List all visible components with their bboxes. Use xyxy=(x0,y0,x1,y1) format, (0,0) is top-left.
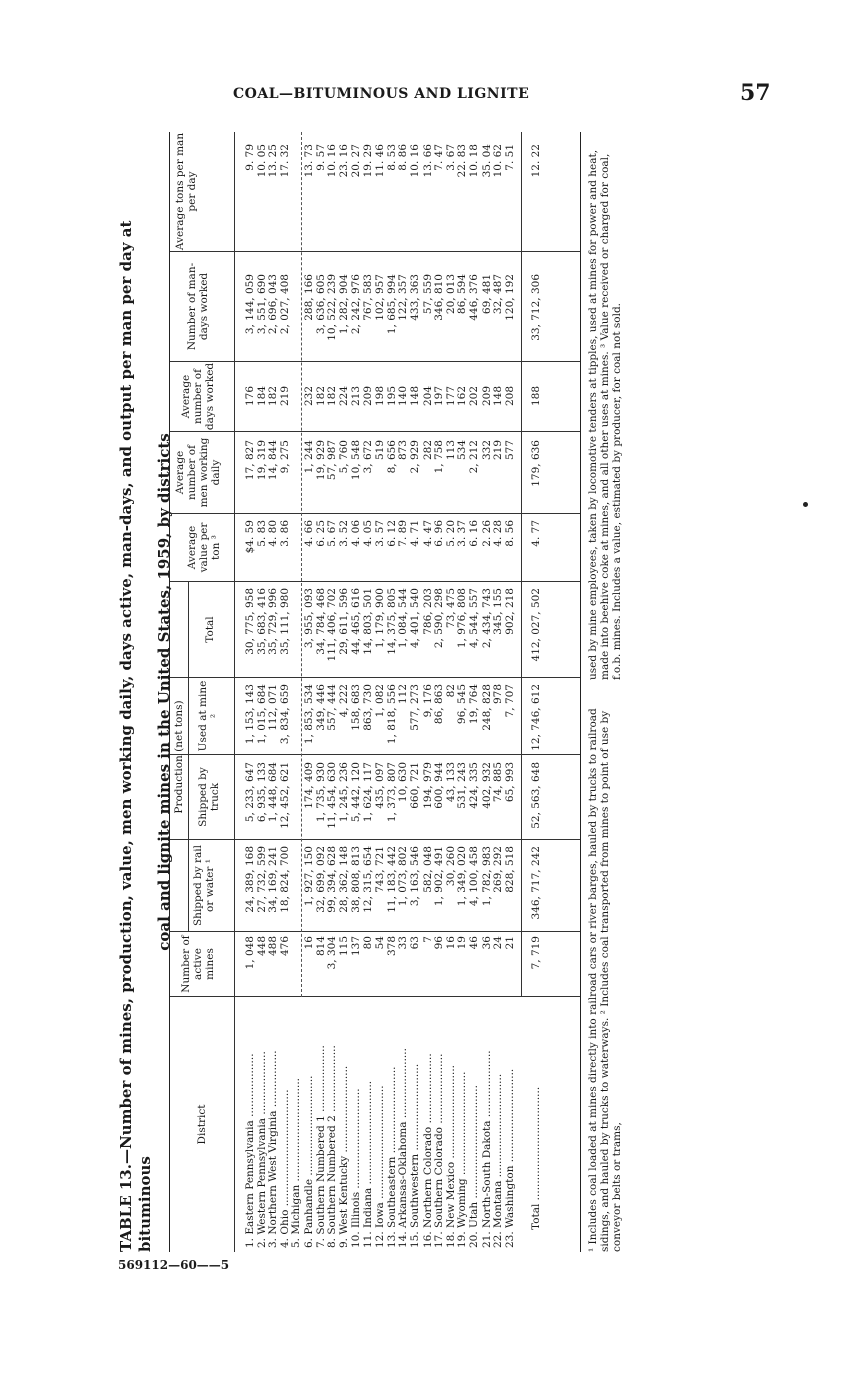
header-days: Average number of days worked xyxy=(180,362,216,431)
cell-tpm: 35. 04 xyxy=(480,144,493,178)
cell-tpm: 10. 16 xyxy=(408,144,421,178)
cell-men: 3, 672 xyxy=(362,440,375,474)
cell-v: 4. 80 xyxy=(267,520,280,547)
cell-u: 158, 683 xyxy=(349,684,362,731)
cell-r: 269, 292 xyxy=(492,846,505,893)
cell-tpm: 8. 86 xyxy=(397,144,410,171)
cell-men: 179, 636 xyxy=(529,440,542,487)
cell-tot: 111, 406, 702 xyxy=(326,588,339,662)
cell-u: 82 xyxy=(444,684,457,698)
cell-days: 232 xyxy=(303,386,316,407)
district-name: 19. Wyoming ............................... xyxy=(456,1071,469,1248)
cell-md: 86, 594 xyxy=(456,274,469,315)
cell-days: 204 xyxy=(421,386,434,407)
cell-m: 7, 719 xyxy=(529,936,542,970)
cell-u: 1, 015, 684 xyxy=(255,684,268,745)
cell-v: 7. 89 xyxy=(397,520,410,547)
cell-t: 435, 097 xyxy=(374,762,386,809)
caption-line-2: coal and lignite mines in the United States, 1959, by districts xyxy=(155,433,173,951)
cell-u: 4, 222 xyxy=(338,684,350,718)
cell-t: 424, 335 xyxy=(468,762,480,809)
cell-u: 7, 707 xyxy=(504,684,516,718)
cell-v: 4. 66 xyxy=(303,520,316,547)
rotated-table-page xyxy=(117,132,672,1252)
footnote-left: ¹ Includes coal loaded at mines directly into railroad cars or river barges, hauled by trucks to railroad sidings, and hauled by trucks to waterways. ² Includes coal transported from mines to point of use by conveyor belts or trams, xyxy=(587,708,623,1252)
cell-tot: 902, 218 xyxy=(504,588,516,635)
district-name: 2. Western Pennsylvania ................... xyxy=(255,1051,268,1248)
header-rail: Shipped by rail or water ¹ xyxy=(192,844,216,927)
cell-t: 531, 243 xyxy=(456,762,469,809)
cell-m: 21 xyxy=(504,936,516,950)
cell-v: 4. 47 xyxy=(421,520,434,547)
cell-days: 219 xyxy=(278,386,291,407)
district-name: 21. North-South Dakota .................... xyxy=(480,1050,493,1248)
cell-m: 33 xyxy=(397,936,410,950)
cell-men: 17, 827 xyxy=(244,440,256,481)
cell-tpm: 7. 51 xyxy=(504,144,516,171)
header-district: District xyxy=(196,1104,208,1145)
cell-m: 814 xyxy=(314,936,327,957)
district-name: 11. Indiana ............................... xyxy=(362,1080,375,1248)
cell-days: 182 xyxy=(314,386,327,407)
district-name: Total .................................. xyxy=(529,1086,542,1230)
cell-md: 122, 357 xyxy=(397,274,410,321)
cell-tpm: 19. 29 xyxy=(362,144,375,178)
cell-r: 3, 163, 546 xyxy=(408,846,421,907)
cell-md: 120, 192 xyxy=(504,274,516,321)
district-name: 16. Northern Colorado ..................... xyxy=(421,1053,434,1248)
cell-men: 9, 275 xyxy=(278,440,291,474)
cell-tpm: 10. 18 xyxy=(468,144,480,178)
cell-md: 20, 013 xyxy=(444,274,457,315)
cell-r: 1, 782, 983 xyxy=(480,846,493,907)
cell-r: 99, 394, 628 xyxy=(326,846,339,913)
cell-r: 30, 260 xyxy=(444,846,457,887)
cell-tot: 30, 775, 958 xyxy=(244,588,256,655)
cell-v: 6. 12 xyxy=(385,520,398,547)
cell-tot: 2, 590, 298 xyxy=(433,588,446,649)
cell-t: 1, 624, 117 xyxy=(362,762,375,823)
cell-v: 4. 06 xyxy=(349,520,362,547)
header-value: Average value per ton ³ xyxy=(186,522,222,573)
district-name: 5. Michigan ............................... xyxy=(290,1077,303,1248)
dashed-separator xyxy=(301,132,302,997)
cell-md: 433, 363 xyxy=(408,274,421,321)
cell-t: 5, 442, 120 xyxy=(349,762,362,823)
cell-days: 209 xyxy=(480,386,493,407)
cell-tpm: 17. 32 xyxy=(278,144,291,178)
cell-t: 74, 885 xyxy=(492,762,505,803)
cell-u: 1, 153, 143 xyxy=(244,684,256,745)
cell-r: 12, 315, 654 xyxy=(362,846,375,913)
cell-t: 1, 735, 930 xyxy=(314,762,327,823)
cell-m: 488 xyxy=(267,936,280,957)
header-men: Average number of men working daily xyxy=(174,437,222,508)
cell-u: 96, 545 xyxy=(456,684,469,725)
cell-m: 96 xyxy=(433,936,446,950)
print-code: 569112—60——5 xyxy=(118,1258,230,1272)
cell-days: 184 xyxy=(255,386,268,407)
cell-v: 4. 05 xyxy=(362,520,375,547)
cell-md: 69, 481 xyxy=(480,274,493,315)
cell-v: 5. 20 xyxy=(444,520,457,547)
cell-u: 112 xyxy=(397,684,410,705)
cell-r: 27, 732, 599 xyxy=(255,846,268,913)
cell-r: 582, 048 xyxy=(421,846,434,893)
cell-md: 10, 522, 239 xyxy=(326,274,339,341)
cell-r: 24, 389, 168 xyxy=(244,846,256,913)
cell-t: 43, 133 xyxy=(444,762,457,803)
cell-tpm: 8. 53 xyxy=(385,144,398,171)
cell-m: 7 xyxy=(421,936,434,943)
cell-men: 1, 244 xyxy=(303,440,316,474)
cell-men: 873 xyxy=(397,440,410,461)
district-name: 14. Arkansas-Oklahoma ..................... xyxy=(397,1048,410,1248)
cell-r: 4, 100, 458 xyxy=(468,846,480,907)
cell-m: 115 xyxy=(338,936,350,957)
speck xyxy=(803,502,808,507)
cell-tot: 1, 179, 900 xyxy=(374,588,386,649)
cell-r: 28, 362, 148 xyxy=(338,846,350,913)
cell-days: 148 xyxy=(492,386,505,407)
cell-tot: 786, 203 xyxy=(421,588,434,635)
district-name: 9. West Kentucky .......................... xyxy=(338,1065,350,1248)
cell-r: 18, 824, 700 xyxy=(278,846,291,913)
header-truck: Shipped by truck xyxy=(197,767,221,827)
header-mandays: Number of man-days worked xyxy=(186,262,210,351)
cell-men: 577 xyxy=(504,440,516,461)
cell-md: 446, 376 xyxy=(468,274,480,321)
cell-days: 195 xyxy=(385,386,398,407)
cell-tpm: 22. 83 xyxy=(456,144,469,178)
cell-r: 1, 927, 150 xyxy=(303,846,316,907)
cell-tot: 14, 375, 805 xyxy=(385,588,398,655)
cell-tot: 35, 729, 996 xyxy=(267,588,280,655)
cell-m: 54 xyxy=(374,936,386,950)
cell-days: 188 xyxy=(529,386,542,407)
cell-tot: 34, 784, 468 xyxy=(314,588,327,655)
cell-men: 10, 548 xyxy=(349,440,362,481)
header-used: Used at mine ² xyxy=(197,680,221,752)
cell-days: 202 xyxy=(468,386,480,407)
cell-men: 113 xyxy=(444,440,457,461)
cell-v: 6. 16 xyxy=(468,520,480,547)
total-separator xyxy=(521,132,522,997)
cell-t: 1, 448, 684 xyxy=(267,762,280,823)
cell-v: 3. 52 xyxy=(338,520,350,547)
cell-tpm: 11. 46 xyxy=(374,144,386,178)
footnote-right: used by mine employees, taken by locomotive tenders at tipples, used at mines for power and heat, made into beehive coke at mines, and all other uses at mines. ³ Value received or charged for coal, f.o.b. mines. Includes a value, estimated by producer, for coal not sold. xyxy=(587,149,623,680)
cell-tpm: 10. 16 xyxy=(326,144,339,178)
cell-tot: 35, 683, 416 xyxy=(255,588,268,655)
cell-men: 19, 929 xyxy=(314,440,327,481)
cell-days: 148 xyxy=(408,386,421,407)
cell-m: 3, 304 xyxy=(326,936,339,970)
cell-tot: 1, 084, 544 xyxy=(397,588,410,649)
cell-u: 557, 444 xyxy=(326,684,339,731)
cell-md: 33, 712, 306 xyxy=(529,274,542,341)
cell-days: 208 xyxy=(504,386,516,407)
cell-men: 519 xyxy=(374,440,386,461)
cell-t: 65, 993 xyxy=(504,762,516,803)
cell-tpm: 13. 25 xyxy=(267,144,280,178)
cell-men: 57, 987 xyxy=(326,440,339,481)
cell-tot: 3, 955, 093 xyxy=(303,588,316,649)
cell-v: 6. 96 xyxy=(433,520,446,547)
cell-tot: 4, 401, 540 xyxy=(408,588,421,649)
district-name: 15. Southwestern .......................... xyxy=(408,1063,421,1248)
cell-u: 19, 764 xyxy=(468,684,480,725)
cell-v: 2. 26 xyxy=(480,520,493,547)
cell-t: 52, 563, 648 xyxy=(529,762,542,829)
cell-u: 86, 863 xyxy=(433,684,446,725)
cell-u: 1, 082 xyxy=(374,684,386,718)
cell-t: 402, 932 xyxy=(480,762,493,809)
cell-u: 349, 446 xyxy=(314,684,327,731)
cell-r: 346, 717, 242 xyxy=(529,846,542,920)
cell-days: 197 xyxy=(433,386,446,407)
cell-md: 767, 583 xyxy=(362,274,375,321)
cell-v: 4. 71 xyxy=(408,520,421,547)
cell-tot: 14, 803, 501 xyxy=(362,588,375,655)
cell-m: 448 xyxy=(255,936,268,957)
district-name: 20. Utah .................................. xyxy=(468,1085,480,1248)
district-name: 17. Southern Colorado ..................... xyxy=(433,1053,446,1248)
cell-u: 577, 273 xyxy=(408,684,421,731)
cell-m: 63 xyxy=(408,936,421,950)
cell-tot: 44, 465, 616 xyxy=(349,588,362,655)
cell-r: 1, 349, 020 xyxy=(456,846,469,907)
cell-u: 12, 746, 612 xyxy=(529,684,542,751)
cell-t: 174, 409 xyxy=(303,762,316,809)
cell-md: 2, 242, 976 xyxy=(349,274,362,335)
cell-m: 46 xyxy=(468,936,480,950)
cell-md: 32, 487 xyxy=(492,274,505,315)
cell-t: 1, 373, 807 xyxy=(385,762,398,823)
cell-men: 14, 844 xyxy=(267,440,280,481)
cell-men: 534 xyxy=(456,440,469,461)
cell-md: 3, 144, 059 xyxy=(244,274,256,335)
header-total: Total xyxy=(204,616,216,643)
district-name: 6. Panhandle .............................. xyxy=(303,1075,316,1248)
cell-days: 176 xyxy=(244,386,256,407)
district-name: 12. Iowa .................................. xyxy=(374,1085,386,1248)
cell-t: 6, 935, 133 xyxy=(255,762,268,823)
cell-v: $4. 59 xyxy=(244,520,256,554)
cell-t: 12, 452, 621 xyxy=(278,762,291,829)
district-name: 8. Southern Numbered 2 .................... xyxy=(326,1045,339,1248)
table-caption xyxy=(117,132,174,1252)
cell-u: 1, 818, 556 xyxy=(385,684,398,745)
cell-men: 8, 656 xyxy=(385,440,398,474)
cell-t: 11, 454, 630 xyxy=(326,762,339,829)
cell-v: 5. 67 xyxy=(326,520,339,547)
cell-u: 978 xyxy=(492,684,505,705)
district-name: 13. Southeastern .......................... xyxy=(385,1066,398,1248)
cell-t: 194, 979 xyxy=(421,762,434,809)
cell-men: 2, 212 xyxy=(468,440,480,474)
cell-tpm: 3. 67 xyxy=(444,144,457,171)
cell-md: 1, 685, 994 xyxy=(385,274,398,335)
cell-v: 4. 77 xyxy=(529,520,542,547)
data-table xyxy=(169,132,581,1252)
cell-tot: 73, 475 xyxy=(444,588,457,629)
cell-men: 219 xyxy=(492,440,505,461)
cell-days: 213 xyxy=(349,386,362,407)
cell-tot: 29, 611, 596 xyxy=(338,588,350,655)
cell-m: 36 xyxy=(480,936,493,950)
cell-days: 209 xyxy=(362,386,375,407)
cell-days: 182 xyxy=(267,386,280,407)
cell-tot: 35, 111, 980 xyxy=(278,588,291,655)
cell-m: 16 xyxy=(303,936,316,950)
cell-md: 57, 559 xyxy=(421,274,434,315)
cell-md: 102, 957 xyxy=(374,274,386,321)
header-mines: Number of active mines xyxy=(180,935,216,993)
cell-r: 1, 073, 802 xyxy=(397,846,410,907)
cell-m: 476 xyxy=(278,936,291,957)
cell-tpm: 7. 47 xyxy=(433,144,446,171)
cell-u: 1, 853, 534 xyxy=(303,684,316,745)
cell-m: 24 xyxy=(492,936,505,950)
cell-men: 1, 758 xyxy=(433,440,446,474)
cell-days: 198 xyxy=(374,386,386,407)
cell-men: 282 xyxy=(421,440,434,461)
cell-r: 743, 721 xyxy=(374,846,386,893)
cell-tot: 4, 544, 557 xyxy=(468,588,480,649)
district-name: 4. Ohio ................................... xyxy=(278,1089,291,1248)
page-number: 57 xyxy=(740,80,771,106)
cell-u: 3, 834, 659 xyxy=(278,684,291,745)
cell-tot: 412, 027, 502 xyxy=(529,588,542,662)
district-name: 3. Northern West Virginia ................. xyxy=(267,1050,280,1248)
cell-m: 378 xyxy=(385,936,398,957)
cell-tpm: 13. 66 xyxy=(421,144,434,178)
district-name: 1. Eastern Pennsylvania ................... xyxy=(244,1053,256,1248)
cell-r: 32, 699, 092 xyxy=(314,846,327,913)
cell-tpm: 10. 05 xyxy=(255,144,268,178)
cell-v: 6. 25 xyxy=(314,520,327,547)
cell-men: 2, 929 xyxy=(408,440,421,474)
cell-tot: 2, 434, 743 xyxy=(480,588,493,649)
caption-line-1: TABLE 13.—Number of mines, production, value, men working daily, days active, man-days, and output per man per day at bituminous xyxy=(117,220,154,1252)
cell-r: 11, 183, 442 xyxy=(385,846,398,913)
cell-t: 10, 630 xyxy=(397,762,410,803)
district-name: 18. New Mexico ............................ xyxy=(444,1064,457,1248)
cell-m: 1, 048 xyxy=(244,936,256,970)
cell-md: 2, 696, 043 xyxy=(267,274,280,335)
cell-u: 863, 730 xyxy=(362,684,375,731)
cell-m: 137 xyxy=(349,936,362,957)
cell-md: 3, 636, 605 xyxy=(314,274,327,335)
cell-md: 346, 810 xyxy=(433,274,446,321)
district-name: 23. Washington ............................ xyxy=(504,1068,516,1248)
cell-tot: 1, 976, 808 xyxy=(456,588,469,649)
cell-md: 3, 551, 690 xyxy=(255,274,268,335)
cell-v: 3. 86 xyxy=(278,520,291,547)
cell-r: 828, 518 xyxy=(504,846,516,893)
cell-r: 34, 169, 241 xyxy=(267,846,280,913)
district-name: 10. Illinois .............................. xyxy=(349,1088,362,1248)
cell-v: 5. 83 xyxy=(255,520,268,547)
cell-v: 3. 57 xyxy=(374,520,386,547)
cell-days: 182 xyxy=(326,386,339,407)
cell-v: 4. 28 xyxy=(492,520,505,547)
cell-tpm: 10. 62 xyxy=(492,144,505,178)
cell-tpm: 23. 16 xyxy=(338,144,350,178)
cell-t: 5, 233, 647 xyxy=(244,762,256,823)
cell-men: 19, 319 xyxy=(255,440,268,481)
cell-m: 19 xyxy=(456,936,469,950)
cell-v: 8. 56 xyxy=(504,520,516,547)
cell-tpm: 20. 27 xyxy=(349,144,362,178)
cell-m: 16 xyxy=(444,936,457,950)
cell-md: 2, 027, 408 xyxy=(278,274,291,335)
header-production: Production (net tons) xyxy=(173,700,185,814)
cell-t: 600, 944 xyxy=(433,762,446,809)
cell-u: 248, 828 xyxy=(480,684,493,731)
cell-md: 288, 166 xyxy=(303,274,316,321)
cell-tot: 345, 155 xyxy=(492,588,505,635)
cell-days: 177 xyxy=(444,386,457,407)
cell-men: 332 xyxy=(480,440,493,461)
cell-u: 112, 071 xyxy=(267,684,280,731)
cell-days: 140 xyxy=(397,386,410,407)
cell-m: 80 xyxy=(362,936,375,950)
cell-u: 9, 176 xyxy=(421,684,434,718)
header-tons-per-man: Average tons per man per day xyxy=(174,132,198,251)
district-name: 7. Southern Numbered 1 .................... xyxy=(314,1045,327,1248)
cell-md: 1, 282, 904 xyxy=(338,274,350,335)
cell-men: 5, 760 xyxy=(338,440,350,474)
cell-t: 1, 245, 236 xyxy=(338,762,350,823)
district-name: 22. Montana ............................... xyxy=(492,1073,505,1248)
cell-t: 660, 721 xyxy=(408,762,421,809)
cell-r: 1, 902, 491 xyxy=(433,846,446,907)
cell-tpm: 9. 79 xyxy=(244,144,256,171)
cell-tpm: 9. 57 xyxy=(314,144,327,171)
cell-tpm: 12. 22 xyxy=(529,144,542,178)
cell-days: 162 xyxy=(456,386,469,407)
cell-days: 224 xyxy=(338,386,350,407)
cell-v: 3. 37 xyxy=(456,520,469,547)
cell-r: 38, 808, 813 xyxy=(349,846,362,913)
cell-tpm: 13. 73 xyxy=(303,144,316,178)
running-header: COAL—BITUMINOUS AND LIGNITE xyxy=(233,86,530,102)
